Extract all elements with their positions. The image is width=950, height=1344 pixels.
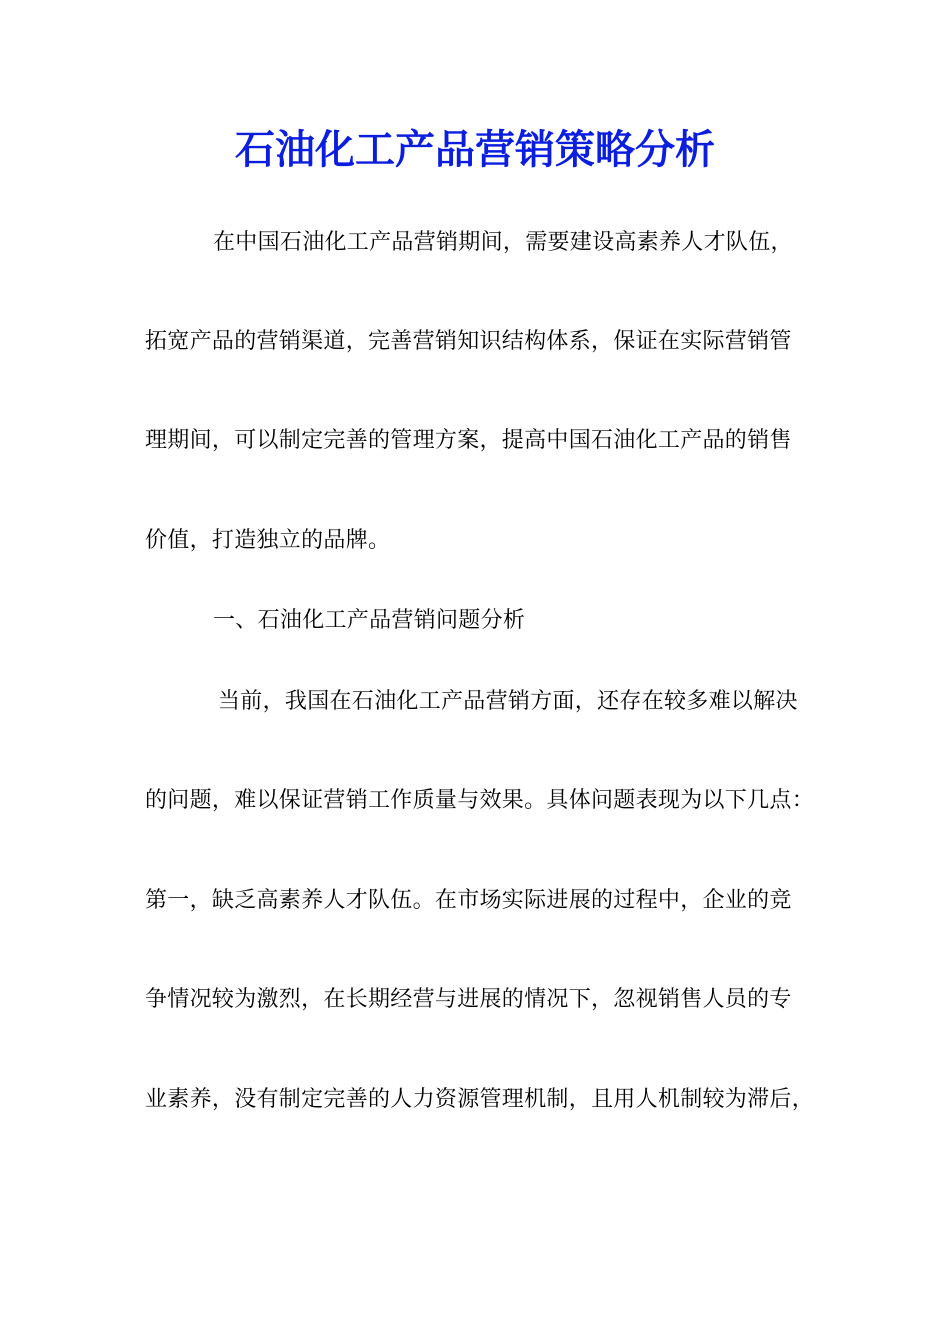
- paragraph-2-line-5: 业素养，没有制定完善的人力资源管理机制，且用人机制较为滞后，: [145, 1087, 815, 1112]
- paragraph-2-line-2: 的问题，难以保证营销工作质量与效果。具体问题表现为以下几点：: [145, 788, 815, 813]
- section-heading: 一、石油化工产品营销问题分析: [213, 608, 526, 633]
- paragraph-1-line-3: 理期间，可以制定完善的管理方案，提高中国石油化工产品的销售: [145, 428, 792, 453]
- paragraph-1-line-1: 在中国石油化工产品营销期间，需要建设高素养人才队伍，: [213, 230, 793, 255]
- paragraph-2-line-3: 第一，缺乏高素养人才队伍。在市场实际进展的过程中，企业的竞: [145, 888, 792, 913]
- document-title: 石油化工产品营销策略分析: [235, 126, 715, 173]
- paragraph-2-line-1: 当前，我国在石油化工产品营销方面，还存在较多难以解决: [218, 689, 798, 714]
- paragraph-1-line-4: 价值，打造独立的品牌。: [145, 528, 391, 553]
- paragraph-2-line-4: 争情况较为激烈，在长期经营与进展的情况下，忽视销售人员的专: [145, 987, 792, 1012]
- paragraph-1-line-2: 拓宽产品的营销渠道，完善营销知识结构体系，保证在实际营销管: [145, 329, 792, 354]
